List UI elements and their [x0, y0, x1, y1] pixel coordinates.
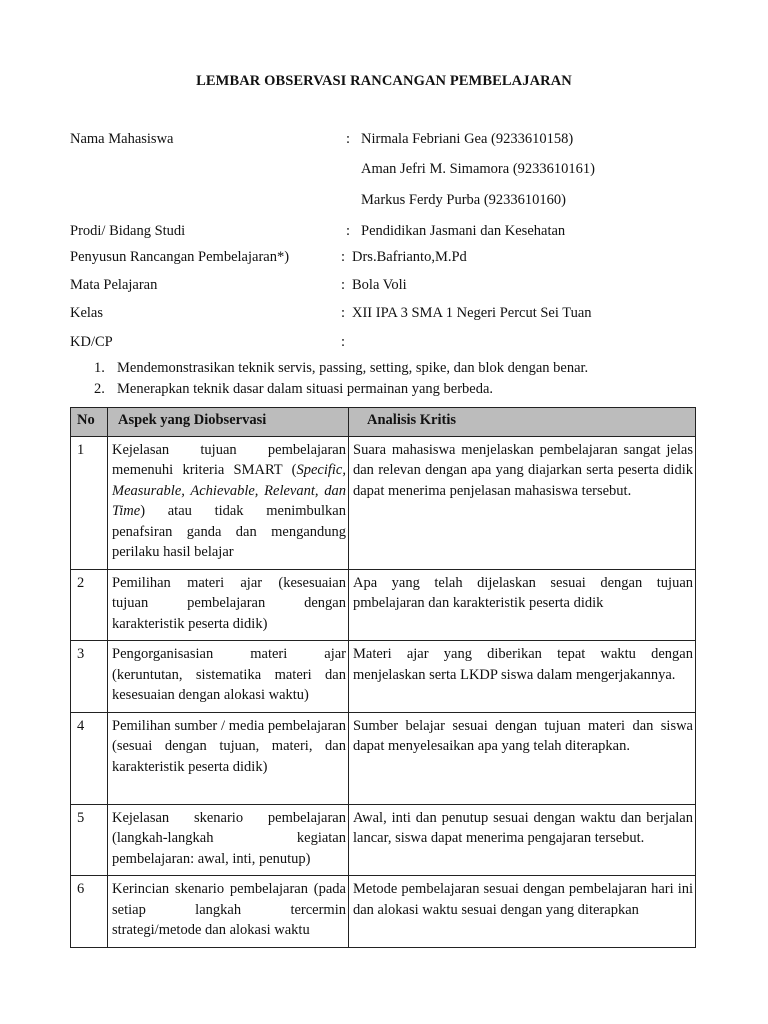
observation-table	[70, 407, 696, 948]
header-no: No	[71, 408, 108, 437]
kd-colon: :	[341, 334, 346, 350]
header-analisis: Analisis Kritis	[349, 408, 696, 437]
nama-value-1: Nirmala Febriani Gea (9233610158)	[361, 131, 574, 147]
row-analisis: Apa yang telah dijelaskan sesuai dengan tujuan pmbelajaran dan karakteristik peserta didik	[349, 569, 696, 641]
prodi-value: Pendidikan Jasmani dan Kesehatan	[361, 223, 566, 239]
nama-value-2: Aman Jefri M. Simamora (9233610161)	[361, 161, 595, 177]
row-analisis: Sumber belajar sesuai dengan tujuan materi dan siswa dapat menyelesaikan apa yang telah diterapkan.	[349, 712, 696, 804]
row-no: 6	[71, 876, 108, 948]
row-analisis: Metode pembelajaran sesuai dengan pembelajaran hari ini dan alokasi waktu sesuai dengan yang diterapkan	[349, 876, 696, 948]
row-aspek: Kerincian skenario pembelajaran (pada setiap langkah tercermin strategi/metode dan alokasi waktu	[108, 876, 349, 948]
table-header-row	[71, 408, 696, 437]
prodi-colon: :	[346, 223, 351, 239]
table-row	[71, 876, 696, 948]
row-aspek: Kejelasan skenario pembelajaran (langkah-langkah kegiatan pembelajaran: awal, inti, penutup)	[108, 804, 349, 876]
document-title: LEMBAR OBSERVASI RANCANGAN PEMBELAJARAN	[196, 73, 572, 89]
row-aspek: Pemilihan materi ajar (kesesuaian tujuan pembelajaran dengan karakteristik peserta didik)	[108, 569, 349, 641]
nama-value-3: Markus Ferdy Purba (9233610160)	[361, 192, 566, 208]
kd-item: 1. Mendemonstrasikan teknik servis, passing, setting, spike, dan blok dengan benar.	[94, 360, 589, 376]
nama-label: Nama Mahasiswa	[70, 131, 174, 147]
penyusun-label: Penyusun Rancangan Pembelajaran*)	[70, 249, 290, 265]
row-no: 5	[71, 804, 108, 876]
row-no: 4	[71, 712, 108, 804]
row-no: 3	[71, 641, 108, 713]
nama-colon: :	[346, 131, 351, 147]
prodi-label: Prodi/ Bidang Studi	[70, 223, 186, 239]
penyusun-colon: :	[341, 249, 346, 265]
table-row	[71, 712, 696, 804]
row-aspek: Kejelasan tujuan pembelajaran memenuhi kriteria SMART (Specific, Measurable, Achievable, Relevant, dan Time) atau tidak menimbulkan penafsiran ganda dan mengandung perilaku hasil belajar	[108, 436, 349, 569]
kelas-label: Kelas	[70, 305, 104, 321]
table-row	[71, 641, 696, 713]
mapel-value: Bola Voli	[352, 277, 407, 293]
table-row	[71, 436, 696, 569]
table-row	[71, 804, 696, 876]
row-analisis: Materi ajar yang diberikan tepat waktu dengan menjelaskan serta LKDP siswa dalam mengerjakannya.	[349, 641, 696, 713]
kd-list	[70, 360, 588, 402]
kd-item: 2. Menerapkan teknik dasar dalam situasi permainan yang berbeda.	[94, 381, 494, 397]
row-aspek: Pemilihan sumber / media pembelajaran (sesuai dengan tujuan, materi, dan karakteristik peserta didik)	[108, 712, 349, 804]
mapel-colon: :	[341, 277, 346, 293]
kelas-value: XII IPA 3 SMA 1 Negeri Percut Sei Tuan	[352, 305, 592, 321]
penyusun-value: Drs.Bafrianto,M.Pd	[352, 249, 467, 265]
row-aspek: Pengorganisasian materi ajar (keruntutan, sistematika materi dan kesesuaian dengan alokasi waktu)	[108, 641, 349, 713]
header-aspek: Aspek yang Diobservasi	[108, 408, 349, 437]
kelas-colon: :	[341, 305, 346, 321]
row-no: 1	[71, 436, 108, 569]
row-analisis: Awal, inti dan penutup sesuai dengan waktu dan berjalan lancar, siswa dapat menerima pengajaran tersebut.	[349, 804, 696, 876]
row-analisis: Suara mahasiswa menjelaskan pembelajaran sangat jelas dan relevan dengan apa yang diajarkan serta peserta didik dapat menerima penjelasan mahasiswa tersebut.	[349, 436, 696, 569]
row-no: 2	[71, 569, 108, 641]
table-row	[71, 569, 696, 641]
kd-label: KD/CP	[70, 334, 113, 350]
mapel-label: Mata Pelajaran	[70, 277, 158, 293]
